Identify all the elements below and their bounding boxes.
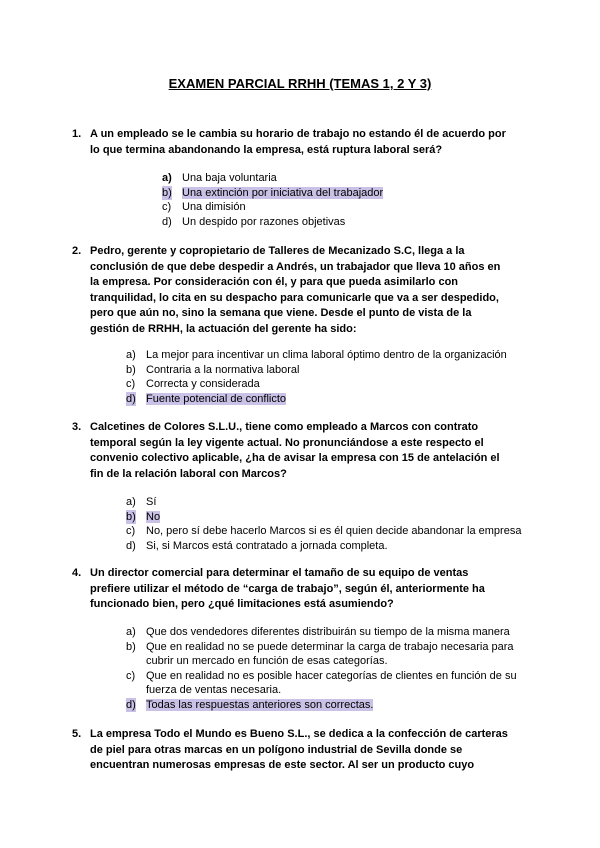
option-c: c) Correcta y considerada <box>126 378 260 390</box>
option-a: a) Sí <box>126 496 157 508</box>
question-1-options <box>162 171 383 229</box>
question-3 <box>72 420 510 482</box>
option-d: d) Si, si Marcos está contratado a jornada completa. <box>126 539 388 552</box>
highlighted-answer: No <box>146 510 161 523</box>
option-a: a) La mejor para incentivar un clima laboral óptimo dentro de la organización <box>126 349 507 361</box>
question-number: 1. <box>72 128 82 140</box>
option-b: b) No <box>126 510 161 523</box>
question-3-options <box>126 495 521 553</box>
question-2 <box>72 244 510 337</box>
option-c: c) No, pero sí debe hacerlo Marcos si es él quien decide abandonar la empresa <box>126 525 522 537</box>
question-4 <box>72 566 510 613</box>
option-c: c) Que en realidad no es posible hacer categorías de clientes en función de su fuerza de ventas necesaria. <box>126 669 517 696</box>
option-d: d) Un despido por razones objetivas <box>162 215 346 228</box>
question-4-options <box>126 625 526 712</box>
option-a: a) Que dos vendedores diferentes distribuirán su tiempo de la misma manera <box>126 626 510 638</box>
highlighted-answer: Todas las respuestas anteriores son correctas. <box>146 698 374 711</box>
question-text: Pedro, gerente y copropietario de Talleres de Mecanizado S.C, llega a la conclusión de que debe despedir a Andrés, un trabajador que lleva 10 años en la empresa. Por consideración con él, y para que pueda asimilarlo con tranquilidad, lo cita en su despacho para comunicarle que va a ser despedido, pero que aún no, sino la semana que viene. Desde el punto de vista de la gestión de RRHH, la actuación del gerente ha sido: <box>90 245 501 335</box>
option-d: d) Todas las respuestas anteriores son correctas. <box>126 698 374 711</box>
question-number: 3. <box>72 421 82 433</box>
question-text: A un empleado se le cambia su horario de trabajo no estando él de acuerdo por lo que termina abandonando la empresa, está ruptura laboral será? <box>90 128 506 156</box>
question-5 <box>72 727 510 774</box>
question-number: 4. <box>72 567 82 579</box>
option-b: b) Que en realidad no se puede determinar la carga de trabajo necesaria para cubrir un mercado en función de esas categorías. <box>126 640 514 667</box>
question-number: 2. <box>72 245 82 257</box>
question-1 <box>72 127 510 158</box>
question-text: La empresa Todo el Mundo es Bueno S.L., se dedica a la confección de carteras de piel para otras marcas en un polígono industrial de Sevilla donde se encuentran numerosas empresas de este sector. Al ser un producto cuyo <box>90 728 508 771</box>
option-b: b) Contraria a la normativa laboral <box>126 363 300 376</box>
option-d: d) Fuente potencial de conflicto <box>126 392 287 405</box>
option-a: a) Una baja voluntaria <box>162 172 277 184</box>
option-b: b) Una extinción por iniciativa del trabajador <box>162 186 384 199</box>
question-text: Un director comercial para determinar el tamaño de su equipo de ventas prefiere utilizar el método de “carga de trabajo”, según él, anteriormente ha funcionado bien, pero ¿qué limitaciones está asumiendo? <box>90 567 485 610</box>
highlighted-answer: Una extinción por iniciativa del trabajador <box>182 186 384 199</box>
page-title: EXAMEN PARCIAL RRHH (TEMAS 1, 2 Y 3) <box>168 76 432 91</box>
option-c: c) Una dimisión <box>162 201 246 213</box>
question-text: Calcetines de Colores S.L.U., tiene como empleado a Marcos con contrato temporal según la ley vigente actual. No pronunciándose a este respecto el convenio colectivo aplicable, ¿ha de avisar la empresa con 15 de antelación el fin de la relación laboral con Marcos? <box>90 421 500 480</box>
question-2-options <box>126 348 507 406</box>
highlighted-answer: Fuente potencial de conflicto <box>146 392 287 405</box>
question-number: 5. <box>72 728 82 740</box>
